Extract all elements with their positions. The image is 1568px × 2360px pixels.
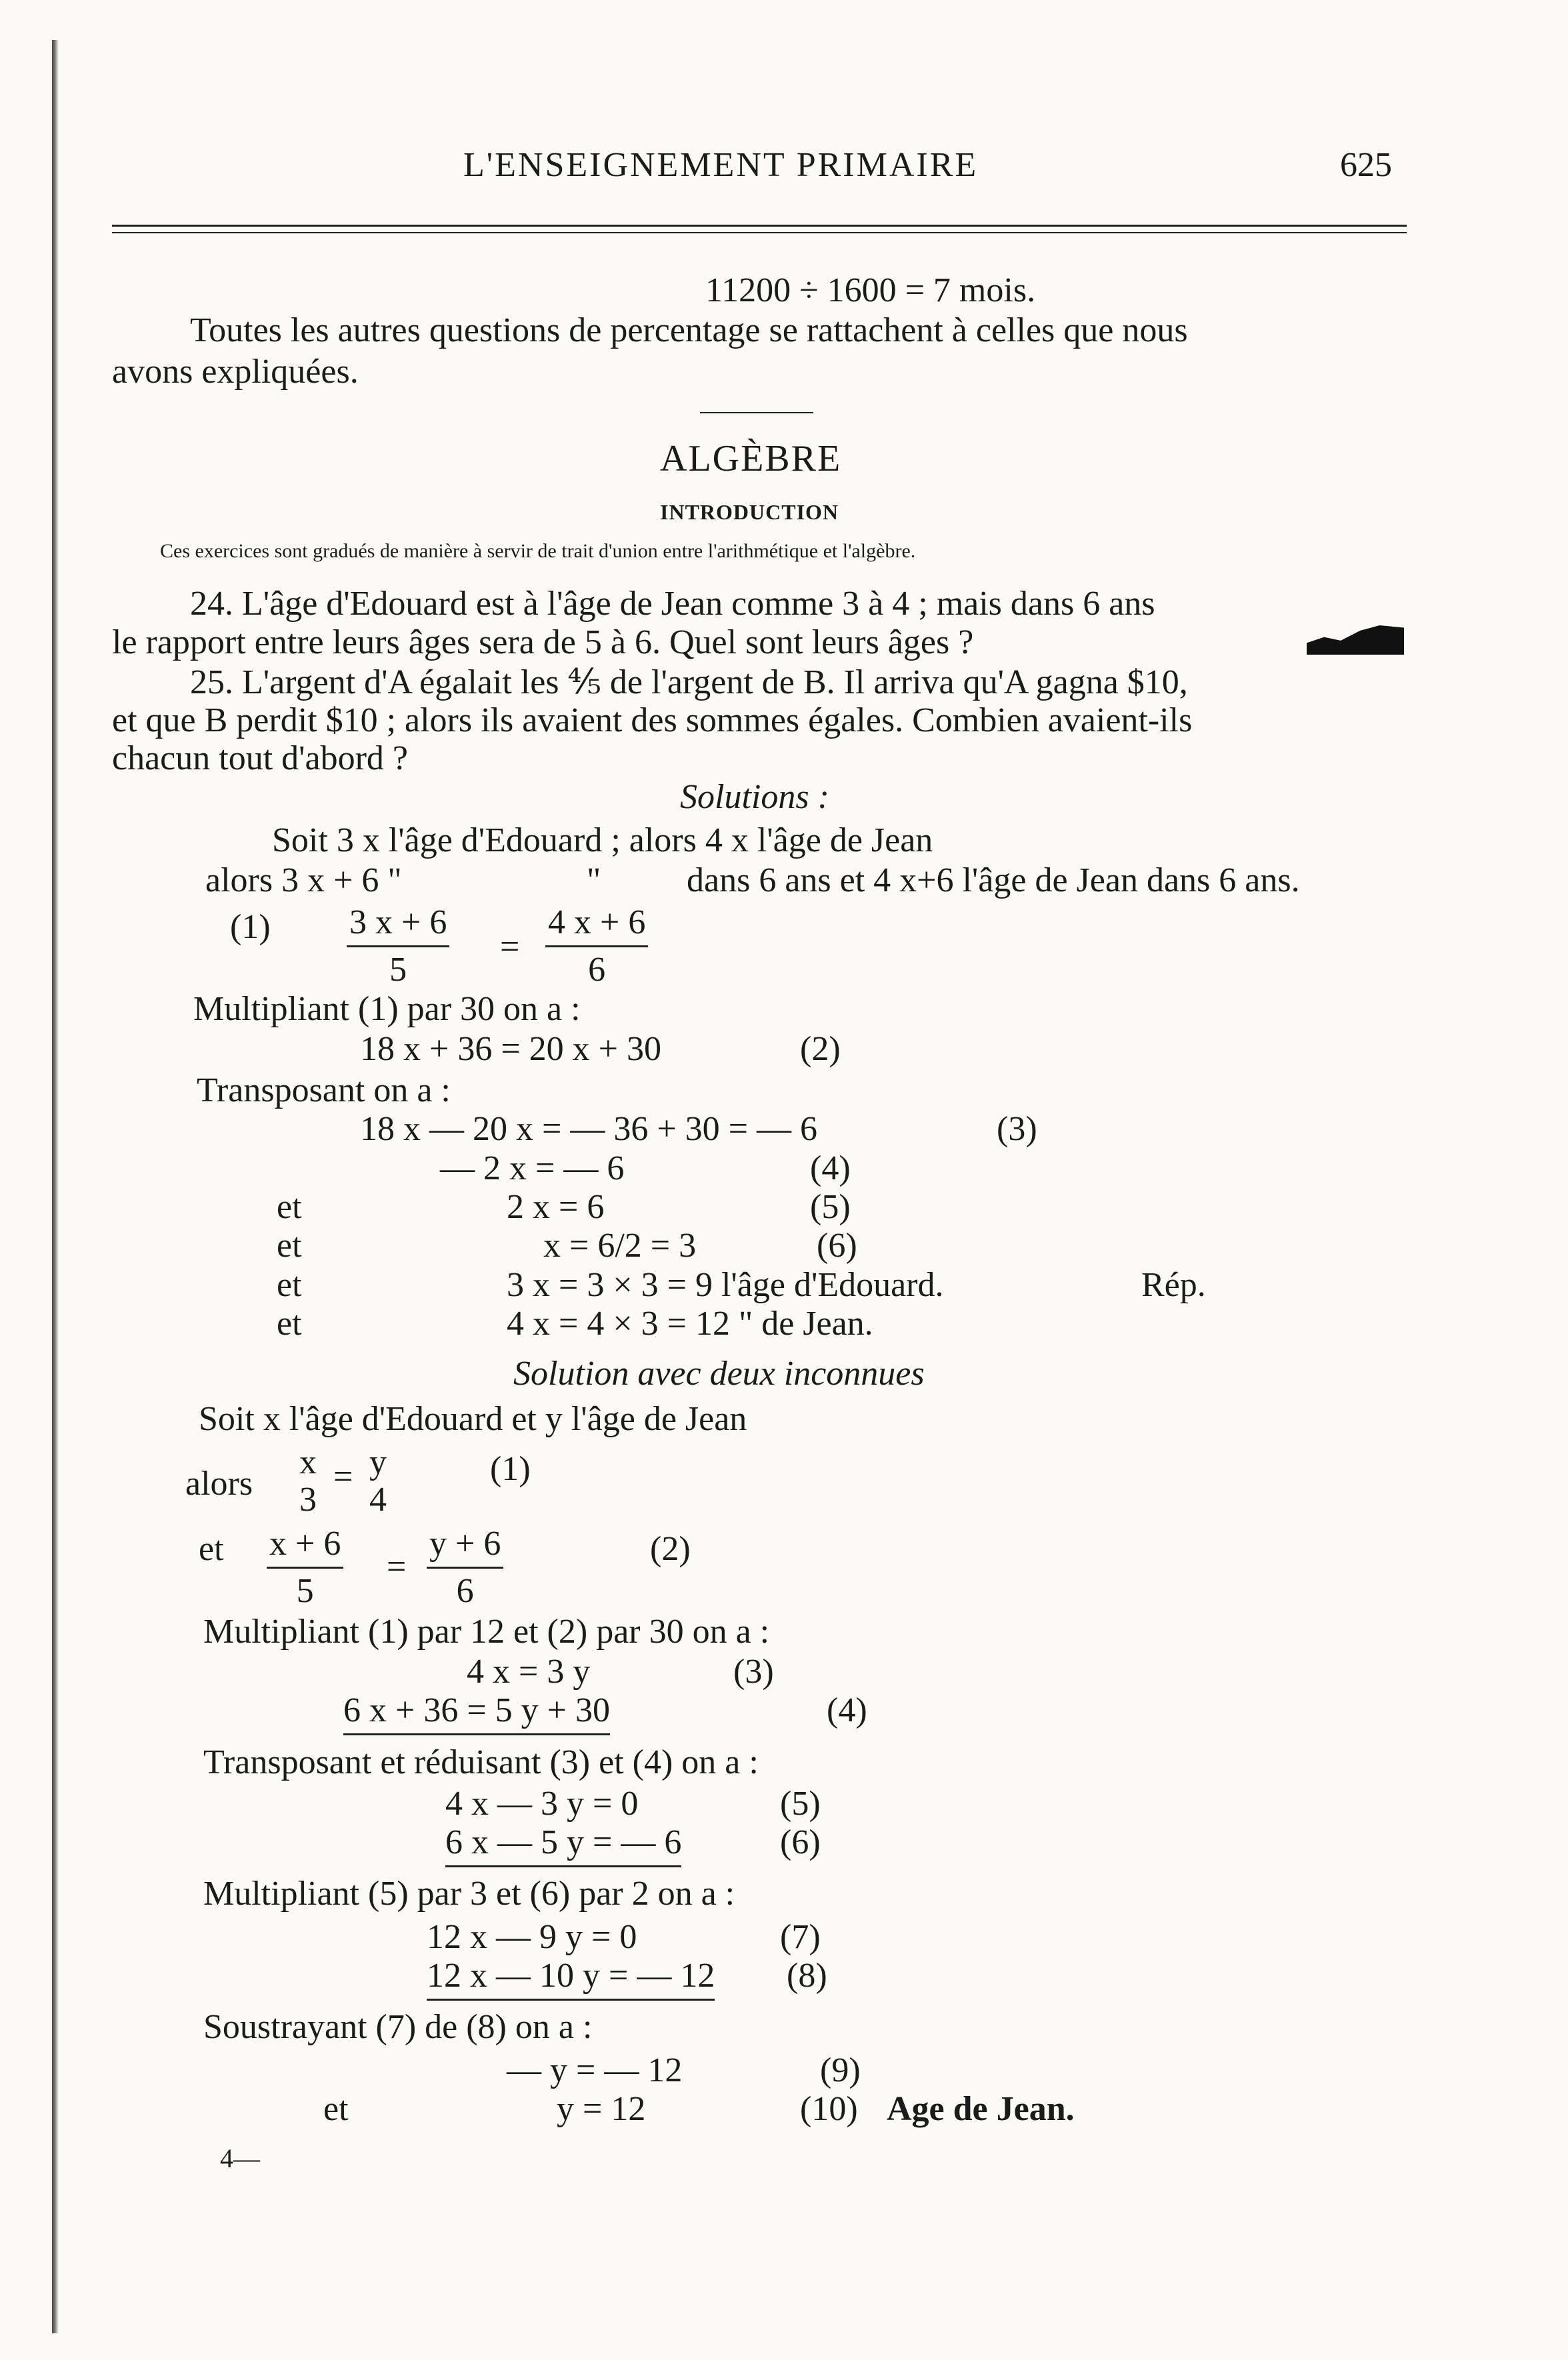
f2-equals: = [387,1548,407,1586]
problem-25-line3: chacun tout d'abord ? [112,739,408,777]
footer-signature: 4— [220,2143,260,2173]
s2-et-final: et [323,2090,349,2128]
solution2-subtract: Soustrayant (7) de (8) on a : [203,2008,593,2046]
section-subtitle: INTRODUCTION [660,500,839,524]
s2-eq10-note: Age de Jean. [887,2090,1075,2128]
eq1-label: (1) [230,908,271,946]
f1-right-fraction [367,1445,389,1517]
eq6-label: (6) [817,1227,857,1265]
eq1-left-denominator: 5 [389,951,407,989]
f1-left-fraction [297,1445,319,1517]
eq8: 4 x = 4 × 3 = 12 " de Jean. [507,1305,873,1343]
f2-left-fraction [267,1527,343,1609]
s2-eq4-label: (4) [827,1691,867,1729]
eq1-left-fraction [347,905,449,987]
eq1-right-denominator: 6 [588,951,606,989]
scan-edge [52,40,59,2333]
f1-right-denominator: 4 [369,1481,387,1519]
header-rule-bottom [112,232,1407,233]
ink-blot [1307,625,1404,655]
transpose-step: Transposant on a : [197,1071,451,1109]
solution2-et: et [199,1530,224,1568]
eq1-right-numerator: 4 x + 6 [545,905,648,947]
solution-alors-ditto: " [587,861,601,899]
f2-label: (2) [650,1530,691,1568]
f1-left-numerator: x [299,1443,317,1481]
f2-left-denominator: 5 [296,1572,314,1610]
s2-eq8-text: 12 x — 10 y = — 12 [427,1957,715,2001]
f2-right-denominator: 6 [456,1572,474,1610]
section-divider [700,412,813,413]
s2-eq8 [427,1959,715,1993]
et-label-4: et [277,1305,302,1343]
et-label-3: et [277,1266,302,1304]
solution2-soit: Soit x l'âge d'Edouard et y l'âge de Jean [199,1400,747,1438]
eq1-equals: = [500,928,520,966]
page-number: 625 [1340,146,1392,184]
s2-eq5: 4 x — 3 y = 0 [445,1785,639,1823]
solution-alors-right: dans 6 ans et 4 x+6 l'âge de Jean dans 6 ans. [687,861,1300,899]
solution-soit-line: Soit 3 x l'âge d'Edouard ; alors 4 x l'âge de Jean [272,821,933,859]
s2-eq10: y = 12 [557,2090,646,2128]
s2-eq6 [445,1825,681,1860]
eq5-label: (5) [810,1188,851,1226]
intro-paragraph-line2: avons expliquées. [112,353,359,391]
eq5: 2 x = 6 [507,1188,605,1226]
eq3: 18 x — 20 x = — 36 + 30 = — 6 [360,1110,817,1148]
s2-eq10-label: (10) [800,2090,858,2128]
s2-eq7: 12 x — 9 y = 0 [427,1918,637,1956]
multiply-step: Multipliant (1) par 30 on a : [193,990,581,1028]
f1-right-numerator: y [369,1443,387,1481]
eq1-right-fraction [545,905,648,987]
s2-eq5-label: (5) [780,1785,821,1823]
solution-alors-left: alors 3 x + 6 " [205,861,402,899]
s2-eq4 [343,1693,610,1728]
problem-25-line2: et que B perdit $10 ; alors ils avaient des sommes égales. Combien avaient-ils [112,701,1193,739]
intro-paragraph-line1: Toutes les autres questions de percentage se rattachent à celles que nous [190,311,1188,349]
s2-eq9-label: (9) [820,2051,861,2089]
et-label-2: et [277,1227,302,1265]
f2-right-numerator: y + 6 [427,1527,503,1569]
s2-eq3-label: (3) [733,1653,774,1691]
s2-eq6-label: (6) [780,1823,821,1861]
eq6: x = 6/2 = 3 [543,1227,697,1265]
result-line: 11200 ÷ 1600 = 7 mois. [705,271,1036,309]
f1-left-denominator: 3 [299,1481,317,1519]
f1-label: (1) [490,1450,531,1488]
f2-right-fraction [427,1527,503,1609]
s2-eq3: 4 x = 3 y [467,1653,591,1691]
s2-eq9: — y = — 12 [507,2051,683,2089]
eq4-label: (4) [810,1149,851,1187]
s2-eq7-label: (7) [780,1918,821,1956]
section-title: ALGÈBRE [660,438,842,479]
problem-24-line2: le rapport entre leurs âges sera de 5 à 6. Quel sont leurs âges ? [112,623,974,661]
solution2-heading: Solution avec deux inconnues [513,1355,925,1393]
f2-left-numerator: x + 6 [267,1527,343,1569]
header-rule-top [112,225,1407,227]
et-label-1: et [277,1188,302,1226]
reponse-label: Rép. [1141,1266,1206,1304]
eq2-label: (2) [800,1030,841,1068]
s2-eq6-text: 6 x — 5 y = — 6 [445,1823,681,1867]
solution2-multiply: Multipliant (1) par 12 et (2) par 30 on a : [203,1613,770,1651]
eq1-left-numerator: 3 x + 6 [347,905,449,947]
running-title: L'ENSEIGNEMENT PRIMAIRE [463,146,979,184]
solution2-multiply-2: Multipliant (5) par 3 et (6) par 2 on a : [203,1875,735,1913]
problem-24-line1: 24. L'âge d'Edouard est à l'âge de Jean comme 3 à 4 ; mais dans 6 ans [190,585,1155,623]
eq7: 3 x = 3 × 3 = 9 l'âge d'Edouard. [507,1266,944,1304]
s2-eq8-label: (8) [787,1957,827,1995]
solutions-heading: Solutions : [680,778,829,816]
problem-25-line1: 25. L'argent d'A égalait les ⅘ de l'argent de B. Il arriva qu'A gagna $10, [190,663,1188,701]
eq4: — 2 x = — 6 [440,1149,625,1187]
f1-equals: = [333,1458,353,1496]
s2-eq4-text: 6 x + 36 = 5 y + 30 [343,1691,610,1735]
section-note: Ces exercices sont gradués de manière à servir de trait d'union entre l'arithmétique et l'algèbre. [160,540,916,562]
solution2-transpose: Transposant et réduisant (3) et (4) on a : [203,1743,759,1781]
eq3-label: (3) [997,1110,1037,1148]
solution2-alors: alors [185,1465,253,1503]
eq2: 18 x + 36 = 20 x + 30 [360,1030,661,1068]
